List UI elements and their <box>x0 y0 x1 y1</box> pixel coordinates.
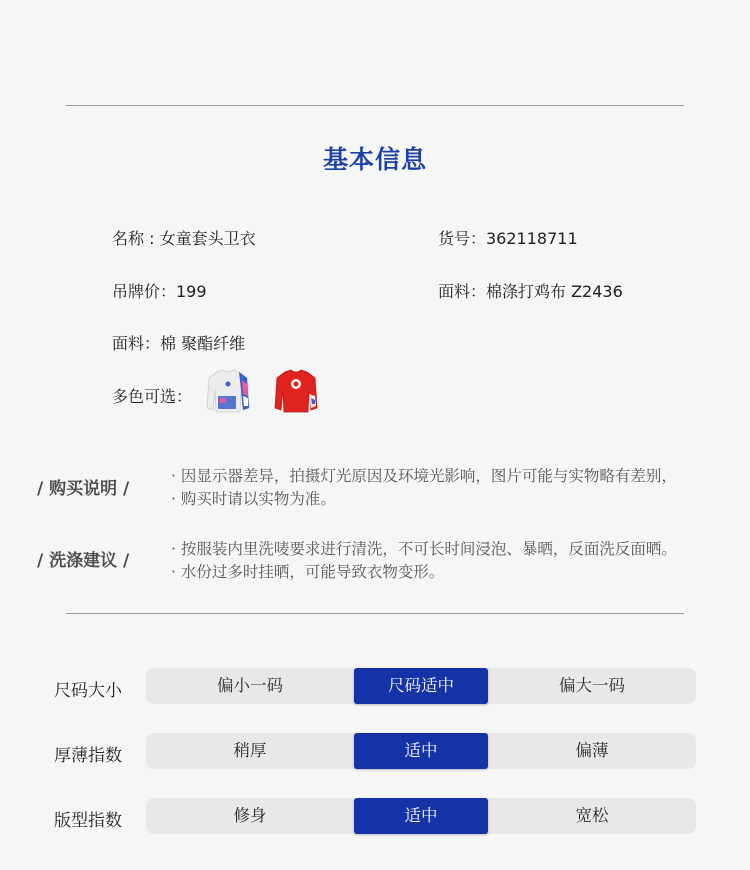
size-option-large[interactable]: 偏大一码 <box>559 676 625 695</box>
size-option-true-to-size[interactable]: 尺码适中 <box>354 668 488 704</box>
purchase-note-line: · 购买时请以实物为准。 <box>171 490 336 508</box>
size-row-label: 尺码大小 <box>54 681 122 701</box>
color-swatch-red[interactable] <box>271 366 321 416</box>
section-title: 基本信息 <box>322 145 427 174</box>
fit-option-regular[interactable]: 适中 <box>354 798 488 834</box>
tag-price: 吊牌价：199 <box>112 282 207 301</box>
purchase-note-heading: / 购买说明 / <box>37 479 130 499</box>
color-swatch-white[interactable] <box>203 366 253 416</box>
fit-option-loose[interactable]: 宽松 <box>575 806 609 825</box>
thickness-option-thin[interactable]: 偏薄 <box>575 741 609 760</box>
size-option-small[interactable]: 偏小一码 <box>217 676 283 695</box>
fit-option-slim[interactable]: 修身 <box>233 806 267 825</box>
washing-note-line: · 按服装内里洗唛要求进行清洗，不可长时间浸泡、暴晒，反面洗反面晒。 <box>171 540 677 558</box>
product-sku: 货号：362118711 <box>438 229 578 248</box>
fabric-detail: 面料：棉涤打鸡布 Z2436 <box>438 282 623 301</box>
middle-divider <box>66 613 684 614</box>
thickness-track <box>146 733 696 769</box>
thickness-row-label: 厚薄指数 <box>54 746 122 766</box>
product-name: 名称 : 女童套头卫衣 <box>112 229 256 248</box>
thickness-option-thick[interactable]: 稍厚 <box>233 741 267 760</box>
washing-note-heading: / 洗涤建议 / <box>37 551 130 571</box>
thickness-option-medium[interactable]: 适中 <box>354 733 488 769</box>
fabric-composition: 面料：棉 聚酯纤维 <box>112 334 246 353</box>
fit-row-label: 版型指数 <box>54 811 122 831</box>
size-fit-track <box>146 668 696 704</box>
fit-track <box>146 798 696 834</box>
top-divider <box>66 105 684 106</box>
washing-note-line: · 水份过多时挂晒，可能导致衣物变形。 <box>171 563 445 581</box>
colors-label: 多色可选： <box>112 387 193 406</box>
purchase-note-line: · 因显示器差异，拍摄灯光原因及环境光影响，图片可能与实物略有差别， <box>171 467 677 485</box>
